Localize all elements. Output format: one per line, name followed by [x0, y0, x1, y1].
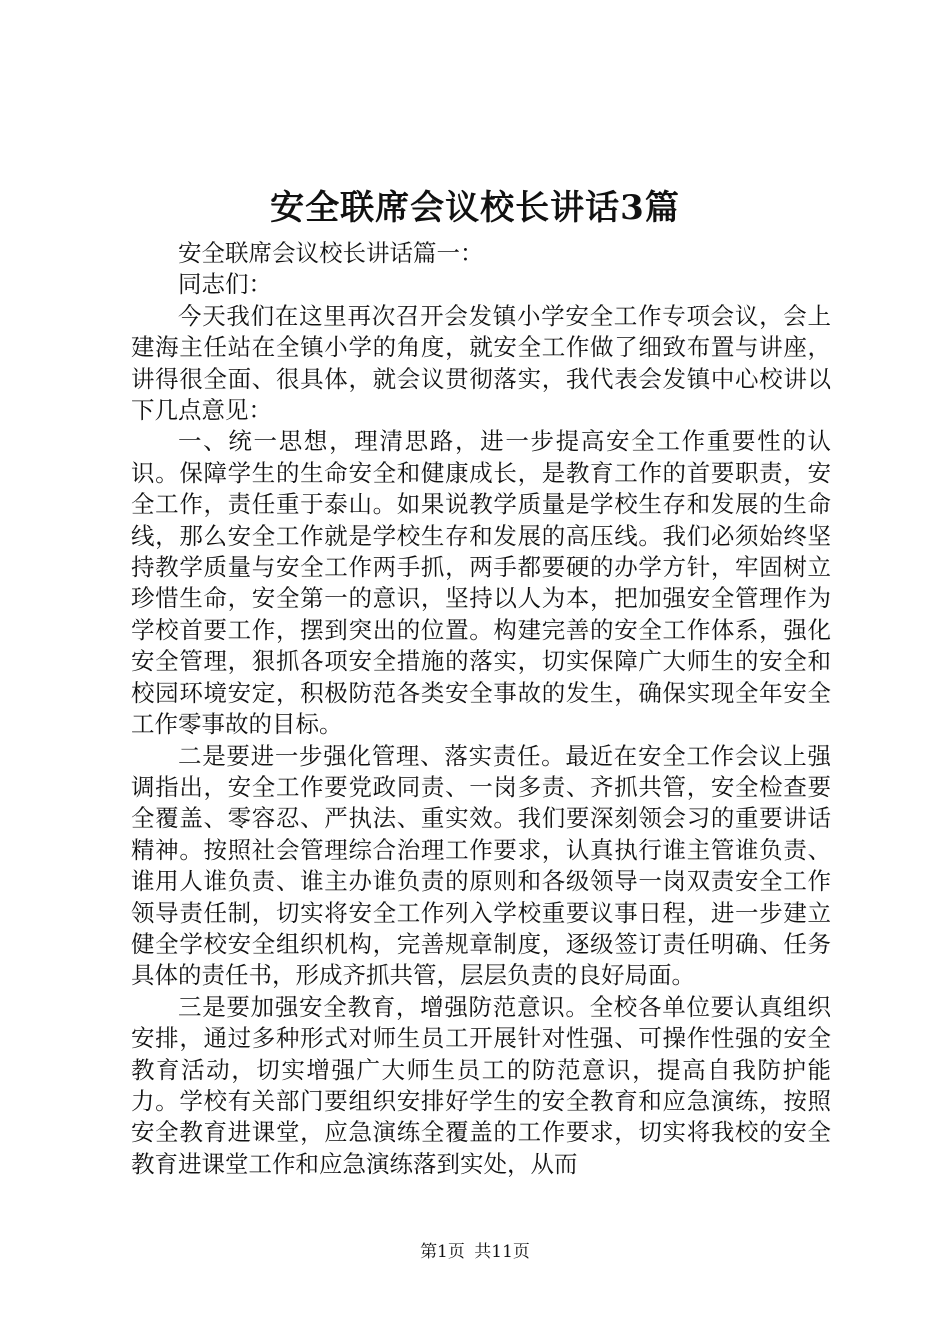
paragraph: 二是要进一步强化管理、落实责任。最近在安全工作会议上强调指出，安全工作要党政同责、一岗多责、齐抓共管，安全检查要全覆盖、零容忍、严执法、重实效。我们要深刻领会习的重要讲话精神。按照社会管理综合治理工作要求，认真执行谁主管谁负责、谁用人谁负责、谁主办谁负责的原则和各级领导一岗双责安全工作领导责任制，切实将安全工作列入学校重要议事日程，进一步建立健全学校安全组织机构，完善规章制度，逐级签订责任明确、任务具体的责任书，形成齐抓共管，层层负责的良好局面。 [131, 741, 831, 990]
paragraph: 三是要加强安全教育，增强防范意识。全校各单位要认真组织安排，通过多种形式对师生员工开展针对性强、可操作性强的安全教育活动，切实增强广大师生员工的防范意识，提高自我防护能力。学校有关部门要组织安排好学生的安全教育和应急演练，按照安全教育进课堂，应急演练全覆盖的工作要求，切实将我校的安全教育进课堂工作和应急演练落到实处，从而 [131, 992, 831, 1178]
page-total: 共11页 [474, 1242, 530, 1262]
page-footer [0, 1240, 950, 1264]
salutation: 同志们： [178, 270, 272, 299]
page-number: 第1页 [420, 1242, 465, 1262]
document-body [131, 238, 831, 1180]
paragraph: 一、统一思想，理清思路，进一步提高安全工作重要性的认识。保障学生的生命安全和健康成长，是教育工作的首要职责，安全工作，责任重于泰山。如果说教学质量是学校生存和发展的生命线，那么安全工作就是学校生存和发展的高压线。我们必须始终坚持教学质量与安全工作两手抓，两手都要硬的办学方针，牢固树立珍惜生命，安全第一的意识，坚持以人为本，把加强安全管理作为学校首要工作，摆到突出的位置。构建完善的安全工作体系，强化安全管理，狠抓各项安全措施的落实，切实保障广大师生的安全和校园环境安定，积极防范各类安全事故的发生，确保实现全年安全工作零事故的目标。 [131, 427, 831, 739]
document-title: 安全联席会议校长讲话3篇 [270, 188, 680, 228]
paragraph: 今天我们在这里再次召开会发镇小学安全工作专项会议，会上建海主任站在全镇小学的角度，就安全工作做了细致布置与讲座，讲得很全面、很具体，就会议贯彻落实，我代表会发镇中心校讲以下几点意见： [131, 301, 831, 425]
section-heading: 安全联席会议校长讲话篇一： [178, 239, 484, 267]
